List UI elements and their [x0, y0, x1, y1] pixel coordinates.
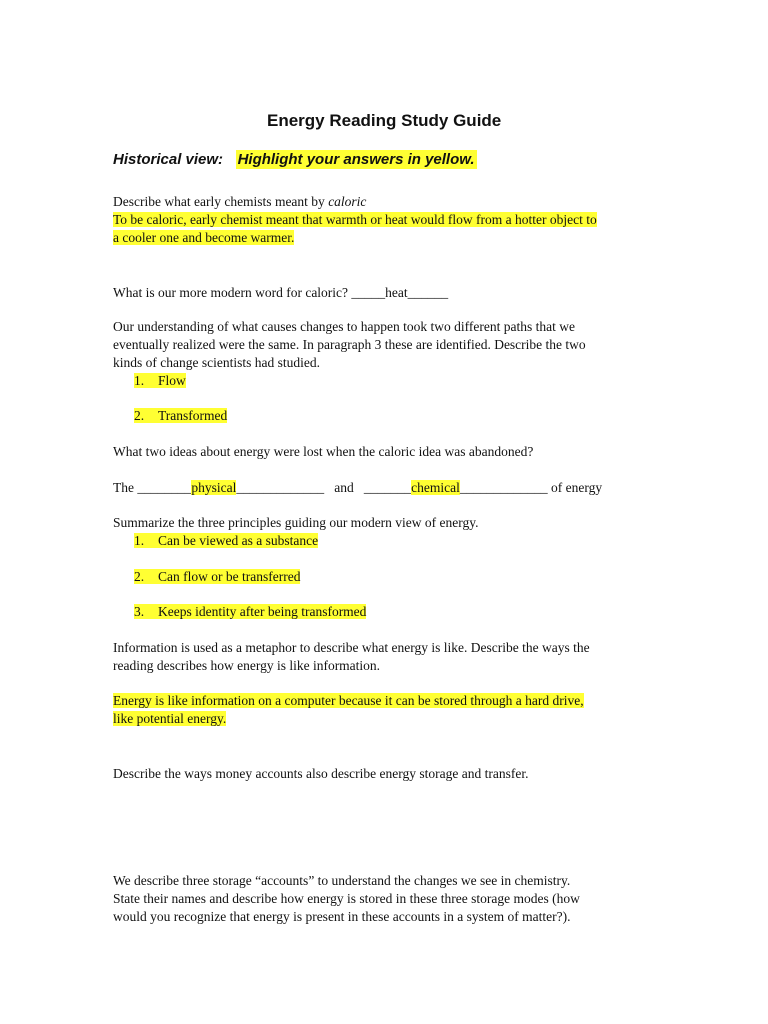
- caloric-question-text: Describe what early chemists meant by: [113, 194, 325, 209]
- modern-word-answer: heat: [385, 285, 408, 300]
- principle-item: 3. Keeps identity after being transformed: [134, 604, 367, 619]
- document-title: Energy Reading Study Guide: [267, 111, 502, 130]
- lost-ideas-question: What two ideas about energy were lost when the caloric idea was abandoned?: [113, 444, 534, 459]
- accounts-question-line-3: would you recognize that energy is present in these accounts in a system of matter?).: [113, 909, 571, 924]
- modern-word-prompt: What is our more modern word for caloric?: [113, 285, 349, 300]
- modern-word-blank-after: ______: [407, 285, 449, 300]
- accounts-question-line-1: We describe three storage “accounts” to understand the changes we see in chemistry.: [113, 873, 571, 888]
- lost-ideas-answer-line: The ________physical_____________ and _______chemical_____________ of energy: [113, 480, 603, 495]
- accounts-question-line-2: State their names and describe how energy is stored in these three storage modes (how: [113, 891, 580, 906]
- modern-word-blank-before: _____: [351, 285, 386, 300]
- information-question-line-1: Information is used as a metaphor to describe what energy is like. Describe the ways the: [113, 640, 590, 655]
- information-answer-line-2: like potential energy.: [113, 711, 227, 726]
- paths-answer-item: 1. Flow: [134, 373, 186, 388]
- answer-chemical: chemical: [411, 480, 460, 495]
- information-question-line-2: reading describes how energy is like information.: [113, 658, 381, 673]
- caloric-answer-line-2: a cooler one and become warmer.: [113, 230, 295, 245]
- paths-question-line-2: eventually realized were the same. In paragraph 3 these are identified. Describe the two: [113, 337, 586, 352]
- money-accounts-question: Describe the ways money accounts also describe energy storage and transfer.: [113, 766, 529, 781]
- information-answer-line-1: Energy is like information on a computer because it can be stored through a hard drive,: [113, 693, 584, 708]
- paths-question-line-1: Our understanding of what causes changes to happen took two different paths that we: [113, 319, 575, 334]
- principles-question: Summarize the three principles guiding our modern view of energy.: [113, 515, 479, 530]
- caloric-term: caloric: [328, 194, 367, 209]
- principle-item: 1. Can be viewed as a substance: [134, 533, 319, 548]
- answer-physical: physical: [191, 480, 237, 495]
- modern-word-question: [113, 284, 448, 302]
- historical-view-label: Historical view:: [113, 151, 224, 168]
- historical-view-heading: [113, 151, 477, 169]
- paths-answer-item: 2. Transformed: [134, 408, 228, 423]
- caloric-question: [113, 193, 366, 211]
- highlight-instruction: Highlight your answers in yellow.: [237, 151, 475, 168]
- principle-item: 2. Can flow or be transferred: [134, 569, 301, 584]
- paths-question-line-3: kinds of change scientists had studied.: [113, 355, 320, 370]
- caloric-answer-line-1: To be caloric, early chemist meant that warmth or heat would flow from a hotter object to: [113, 212, 597, 227]
